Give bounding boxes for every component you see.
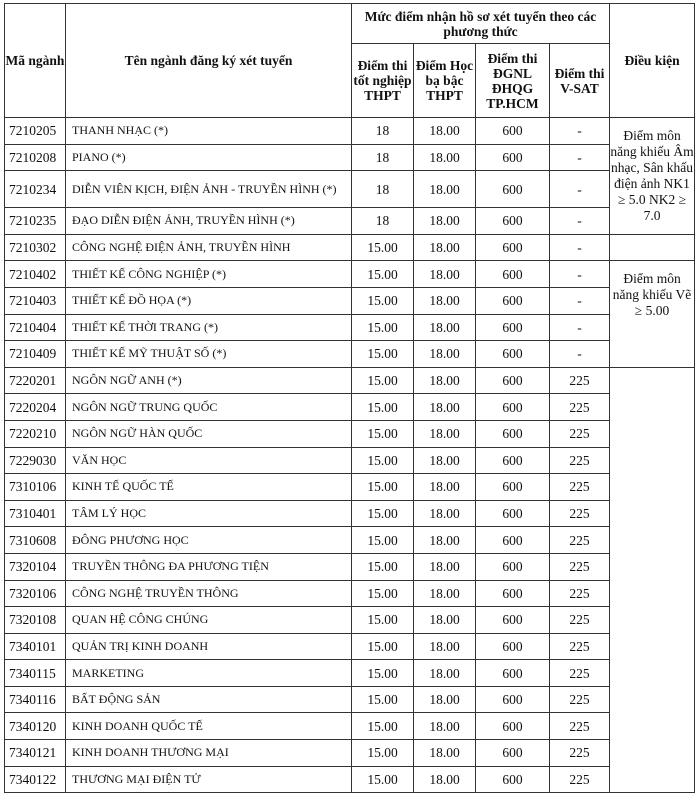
major-name-cell: MARKETING [66,660,352,687]
dgnl-score-cell: 600 [476,607,550,634]
table-body [5,118,695,793]
vsat-score-cell: 225 [550,740,610,767]
table-row [5,314,695,341]
major-name-cell: THIẾT KẾ THỜI TRANG (*) [66,314,352,341]
hocba-score-cell: 18.00 [414,447,476,474]
major-code-cell: 7320108 [5,607,66,634]
admission-score-table [4,3,695,793]
vsat-score-cell: - [550,234,610,261]
major-code-cell: 7340120 [5,713,66,740]
table-row [5,341,695,368]
thpt-score-cell: 15.00 [352,580,414,607]
hocba-score-cell: 18.00 [414,686,476,713]
major-name-cell: BẤT ĐỘNG SẢN [66,686,352,713]
header-dgnl: Điểm thi ĐGNL ĐHQG TP.HCM [476,44,550,118]
thpt-score-cell: 15.00 [352,474,414,501]
hocba-score-cell: 18.00 [414,367,476,394]
major-name-cell: NGÔN NGỮ TRUNG QUỐC [66,394,352,421]
thpt-score-cell: 18 [352,118,414,145]
vsat-score-cell: 225 [550,527,610,554]
condition-music-cell: Điểm môn năng khiếu Âm nhạc, Sân khấu điện ảnh NK1 ≥ 5.0 NK2 ≥ 7.0 [610,118,695,235]
table-row [5,420,695,447]
major-code-cell: 7320104 [5,553,66,580]
dgnl-score-cell: 600 [476,633,550,660]
table-row [5,208,695,235]
major-name-cell: KINH DOANH THƯƠNG MẠI [66,740,352,767]
header-methods-group: Mức điểm nhận hồ sơ xét tuyển theo các phương thức [352,4,610,44]
dgnl-score-cell: 600 [476,118,550,145]
vsat-score-cell: 225 [550,607,610,634]
thpt-score-cell: 15.00 [352,447,414,474]
dgnl-score-cell: 600 [476,447,550,474]
vsat-score-cell: - [550,341,610,368]
table-row [5,394,695,421]
dgnl-score-cell: 600 [476,527,550,554]
hocba-score-cell: 18.00 [414,527,476,554]
major-name-cell: QUẢN TRỊ KINH DOANH [66,633,352,660]
header-code: Mã ngành [5,4,66,118]
thpt-score-cell: 15.00 [352,234,414,261]
table-row [5,261,695,288]
major-code-cell: 7340116 [5,686,66,713]
dgnl-score-cell: 600 [476,367,550,394]
vsat-score-cell: - [550,261,610,288]
thpt-score-cell: 18 [352,144,414,171]
dgnl-score-cell: 600 [476,500,550,527]
thpt-score-cell: 15.00 [352,314,414,341]
thpt-score-cell: 15.00 [352,367,414,394]
table-row [5,607,695,634]
hocba-score-cell: 18.00 [414,208,476,235]
vsat-score-cell: - [550,287,610,314]
major-name-cell: NGÔN NGỮ HÀN QUỐC [66,420,352,447]
thpt-score-cell: 15.00 [352,633,414,660]
hocba-score-cell: 18.00 [414,766,476,793]
hocba-score-cell: 18.00 [414,171,476,208]
dgnl-score-cell: 600 [476,234,550,261]
major-name-cell: TRUYỀN THÔNG ĐA PHƯƠNG TIỆN [66,553,352,580]
hocba-score-cell: 18.00 [414,341,476,368]
table-row [5,553,695,580]
vsat-score-cell: 225 [550,686,610,713]
dgnl-score-cell: 600 [476,740,550,767]
table-row [5,234,695,261]
table-row [5,287,695,314]
major-code-cell: 7210235 [5,208,66,235]
table-row [5,474,695,501]
major-code-cell: 7210302 [5,234,66,261]
thpt-score-cell: 15.00 [352,740,414,767]
table-row [5,713,695,740]
dgnl-score-cell: 600 [476,171,550,208]
major-code-cell: 7340101 [5,633,66,660]
vsat-score-cell: 225 [550,660,610,687]
major-code-cell: 7210404 [5,314,66,341]
major-code-cell: 7210409 [5,341,66,368]
vsat-score-cell: - [550,208,610,235]
thpt-score-cell: 18 [352,171,414,208]
major-name-cell: CÔNG NGHỆ ĐIỆN ẢNH, TRUYỀN HÌNH [66,234,352,261]
major-name-cell: ĐÔNG PHƯƠNG HỌC [66,527,352,554]
dgnl-score-cell: 600 [476,144,550,171]
thpt-score-cell: 15.00 [352,420,414,447]
dgnl-score-cell: 600 [476,660,550,687]
vsat-score-cell: 225 [550,766,610,793]
major-name-cell: THIẾT KẾ MỸ THUẬT SỐ (*) [66,341,352,368]
hocba-score-cell: 18.00 [414,607,476,634]
major-code-cell: 7220210 [5,420,66,447]
thpt-score-cell: 15.00 [352,607,414,634]
major-name-cell: ĐẠO DIỄN ĐIỆN ẢNH, TRUYỀN HÌNH (*) [66,208,352,235]
vsat-score-cell: 225 [550,367,610,394]
dgnl-score-cell: 600 [476,713,550,740]
thpt-score-cell: 15.00 [352,766,414,793]
header-condition: Điều kiện [610,4,695,118]
thpt-score-cell: 15.00 [352,553,414,580]
vsat-score-cell: 225 [550,394,610,421]
table-row [5,633,695,660]
major-name-cell: QUAN HỆ CÔNG CHÚNG [66,607,352,634]
header-vsat: Điểm thi V-SAT [550,44,610,118]
dgnl-score-cell: 600 [476,314,550,341]
hocba-score-cell: 18.00 [414,144,476,171]
thpt-score-cell: 15.00 [352,660,414,687]
vsat-score-cell: - [550,118,610,145]
thpt-score-cell: 15.00 [352,686,414,713]
hocba-score-cell: 18.00 [414,474,476,501]
dgnl-score-cell: 600 [476,766,550,793]
hocba-score-cell: 18.00 [414,234,476,261]
vsat-score-cell: - [550,171,610,208]
hocba-score-cell: 18.00 [414,740,476,767]
major-name-cell: THIẾT KẾ ĐỒ HỌA (*) [66,287,352,314]
dgnl-score-cell: 600 [476,394,550,421]
major-name-cell: VĂN HỌC [66,447,352,474]
header-name: Tên ngành đăng ký xét tuyển [66,4,352,118]
major-code-cell: 7310608 [5,527,66,554]
hocba-score-cell: 18.00 [414,118,476,145]
vsat-score-cell: 225 [550,553,610,580]
table-row [5,367,695,394]
hocba-score-cell: 18.00 [414,713,476,740]
major-code-cell: 7310106 [5,474,66,501]
condition-art-cell: Điểm môn năng khiếu Vẽ ≥ 5.00 [610,261,695,367]
condition-none-cell [610,367,695,793]
table-row [5,171,695,208]
table-row [5,686,695,713]
hocba-score-cell: 18.00 [414,553,476,580]
major-code-cell: 7220201 [5,367,66,394]
thpt-score-cell: 15.00 [352,527,414,554]
thpt-score-cell: 15.00 [352,713,414,740]
thpt-score-cell: 15.00 [352,500,414,527]
thpt-score-cell: 15.00 [352,261,414,288]
dgnl-score-cell: 600 [476,553,550,580]
header-hocba: Điểm Học bạ bậc THPT [414,44,476,118]
thpt-score-cell: 15.00 [352,394,414,421]
major-name-cell: DIỄN VIÊN KỊCH, ĐIỆN ẢNH - TRUYỀN HÌNH (*) [66,171,352,208]
dgnl-score-cell: 600 [476,580,550,607]
dgnl-score-cell: 600 [476,208,550,235]
major-name-cell: CÔNG NGHỆ TRUYỀN THÔNG [66,580,352,607]
hocba-score-cell: 18.00 [414,261,476,288]
major-code-cell: 7210402 [5,261,66,288]
major-code-cell: 7210234 [5,171,66,208]
vsat-score-cell: 225 [550,500,610,527]
hocba-score-cell: 18.00 [414,500,476,527]
hocba-score-cell: 18.00 [414,633,476,660]
major-name-cell: THIẾT KẾ CÔNG NGHIỆP (*) [66,261,352,288]
major-name-cell: THƯƠNG MẠI ĐIỆN TỬ [66,766,352,793]
major-name-cell: PIANO (*) [66,144,352,171]
dgnl-score-cell: 600 [476,261,550,288]
major-code-cell: 7210205 [5,118,66,145]
major-code-cell: 7210208 [5,144,66,171]
dgnl-score-cell: 600 [476,341,550,368]
table-row [5,144,695,171]
table-row [5,766,695,793]
vsat-score-cell: - [550,314,610,341]
table-row [5,660,695,687]
dgnl-score-cell: 600 [476,474,550,501]
vsat-score-cell: 225 [550,447,610,474]
vsat-score-cell: - [550,144,610,171]
dgnl-score-cell: 600 [476,420,550,447]
vsat-score-cell: 225 [550,474,610,501]
major-code-cell: 7220204 [5,394,66,421]
table-row [5,500,695,527]
table-row [5,740,695,767]
thpt-score-cell: 15.00 [352,341,414,368]
header-thpt: Điểm thi tốt nghiệp THPT [352,44,414,118]
table-row [5,580,695,607]
hocba-score-cell: 18.00 [414,580,476,607]
major-name-cell: NGÔN NGỮ ANH (*) [66,367,352,394]
vsat-score-cell: 225 [550,580,610,607]
major-code-cell: 7340121 [5,740,66,767]
vsat-score-cell: 225 [550,420,610,447]
condition-empty-cell [610,234,695,261]
major-name-cell: THANH NHẠC (*) [66,118,352,145]
major-code-cell: 7229030 [5,447,66,474]
major-code-cell: 7340122 [5,766,66,793]
hocba-score-cell: 18.00 [414,314,476,341]
thpt-score-cell: 15.00 [352,287,414,314]
dgnl-score-cell: 600 [476,686,550,713]
hocba-score-cell: 18.00 [414,660,476,687]
hocba-score-cell: 18.00 [414,420,476,447]
thpt-score-cell: 18 [352,208,414,235]
major-code-cell: 7210403 [5,287,66,314]
major-code-cell: 7340115 [5,660,66,687]
major-code-cell: 7320106 [5,580,66,607]
major-code-cell: 7310401 [5,500,66,527]
major-name-cell: TÂM LÝ HỌC [66,500,352,527]
dgnl-score-cell: 600 [476,287,550,314]
vsat-score-cell: 225 [550,713,610,740]
hocba-score-cell: 18.00 [414,394,476,421]
table-row [5,527,695,554]
vsat-score-cell: 225 [550,633,610,660]
hocba-score-cell: 18.00 [414,287,476,314]
major-name-cell: KINH TẾ QUỐC TẾ [66,474,352,501]
table-row [5,447,695,474]
table-row [5,118,695,145]
major-name-cell: KINH DOANH QUỐC TẾ [66,713,352,740]
